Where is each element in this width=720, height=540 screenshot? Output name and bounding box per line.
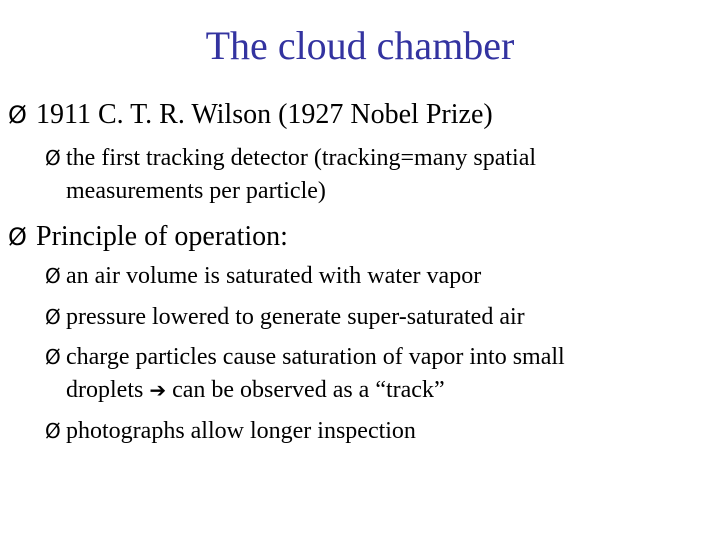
sub-bullet-item-photographs	[45, 417, 416, 446]
sub-bullet-text: photographs allow longer inspection	[66, 418, 416, 444]
bullet-arrow-icon: Ø	[8, 101, 27, 129]
bullet-arrow-icon: Ø	[45, 264, 61, 288]
sub-bullet-text: pressure lowered to generate super-saturated air	[66, 304, 525, 330]
bullet-text: 1911 C. T. R. Wilson (1927 Nobel Prize)	[36, 99, 493, 130]
bullet-text: Principle of operation:	[36, 221, 288, 252]
sub-bullet-continuation: measurements per particle)	[66, 178, 326, 204]
bullet-item-principle	[8, 220, 288, 254]
continuation-text-after: can be observed as a “track”	[166, 377, 445, 403]
bullet-arrow-icon: Ø	[45, 305, 61, 329]
slide-title: The cloud chamber	[205, 23, 515, 68]
sub-bullet-continuation	[66, 376, 445, 405]
sub-bullet-text: an air volume is saturated with water vapor	[66, 263, 482, 289]
sub-bullet-item-saturated	[45, 262, 481, 291]
bullet-arrow-icon: Ø	[45, 419, 61, 443]
sub-bullet-item-pressure	[45, 303, 525, 332]
bullet-item-wilson	[8, 98, 493, 132]
continuation-text-before: droplets	[66, 377, 150, 403]
sub-bullet-item-droplets	[45, 343, 565, 372]
bullet-arrow-icon: Ø	[8, 223, 27, 251]
sub-bullet-text: the first tracking detector (tracking=many spatial	[66, 145, 537, 171]
bullet-arrow-icon: Ø	[45, 146, 61, 170]
sub-bullet-text: charge particles cause saturation of vapor into small	[66, 344, 565, 370]
bullet-arrow-icon: Ø	[45, 345, 61, 369]
right-arrow-icon: ➔	[149, 378, 167, 402]
sub-bullet-item-tracking	[45, 144, 536, 173]
